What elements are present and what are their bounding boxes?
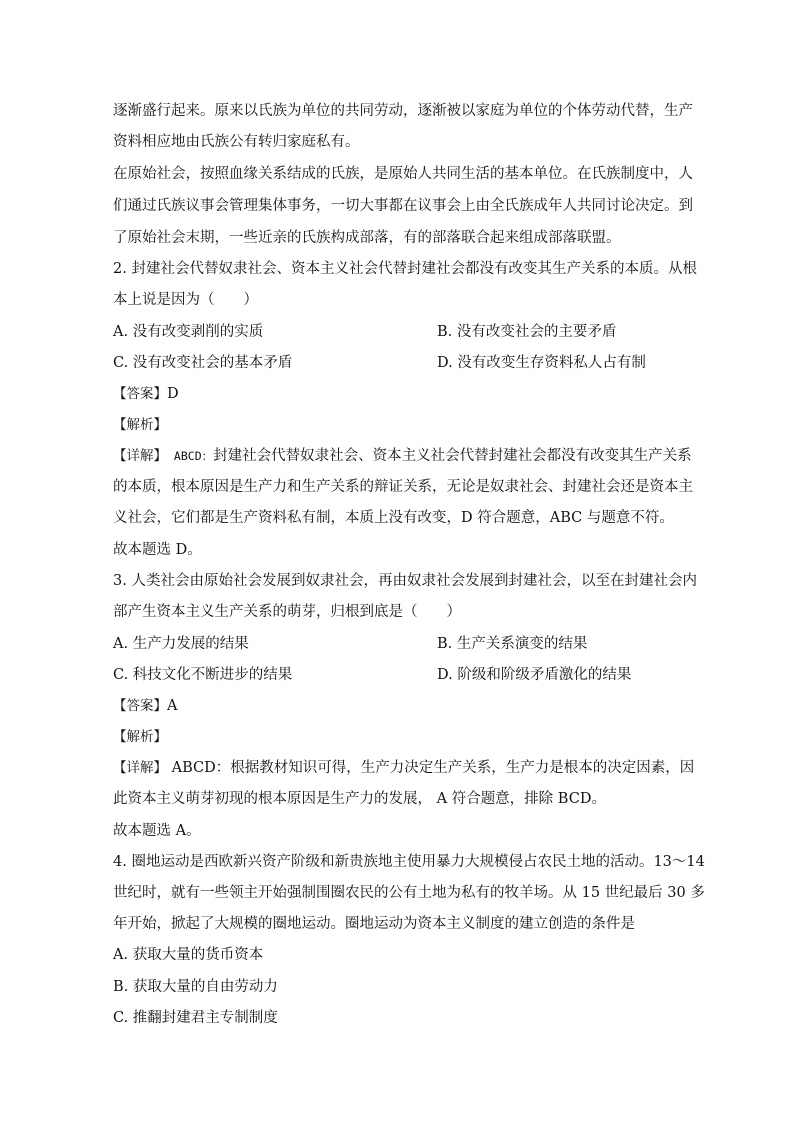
q3-analysis-tag xyxy=(113,727,167,747)
q3-answer xyxy=(113,696,177,716)
q4-stem-line-2: 世纪时，就有一些领主开始强制围圈农民的公有土地为私有的牧羊场。从 15 世纪最后 30 多 xyxy=(113,885,705,901)
q3-detail-line-2: 此资本主义萌芽初现的根本原因是生产力的发展， A 符合题意，排除 BCD。 xyxy=(113,791,606,807)
q4-stem-line-1: 4. 圈地运动是西欧新兴资产阶级和新贵族地主使用暴力大规模侵占农民土地的活动。13～14 xyxy=(113,854,705,870)
q2-detail-line-1 xyxy=(113,446,692,466)
detail-text: 封建社会代替奴隶社会、资本主义社会代替封建社会都没有改变其生产关系 xyxy=(213,448,692,464)
q4-option-b: B. 获取大量的自由劳动力 xyxy=(113,979,278,995)
q3-option-c: C. 科技文化不断进步的结果 xyxy=(113,667,293,683)
intro-line-2: 资料相应地由氏族公有转归家庭私有。 xyxy=(113,134,360,150)
answer-tag: 【答案】 xyxy=(113,386,167,402)
q2-option-d: D. 没有改变生存资料私人占有制 xyxy=(437,355,646,371)
answer-value: A xyxy=(167,698,178,714)
answer-value: D xyxy=(167,386,179,402)
q2-stem-line-2: 本上说是因为（ ） xyxy=(113,292,258,308)
q3-stem-line-1: 3. 人类社会由原始社会发展到奴隶社会，再由奴隶社会发展到封建社会，以至在封建社会内 xyxy=(113,573,697,589)
intro-line-1: 逐渐盛行起来。原来以氏族为单位的共同劳动，逐渐被以家庭为单位的个体劳动代替，生产 xyxy=(113,103,693,119)
analysis-tag: 【解析】 xyxy=(113,729,167,745)
q2-detail-line-3: 义社会，它们都是生产资料私有制，本质上没有改变，D 符合题意，ABC 与题意不符。 xyxy=(113,510,674,526)
detail-tag: 【详解】 xyxy=(113,760,167,776)
q2-option-a: A. 没有改变剥削的实质 xyxy=(113,324,264,340)
q2-detail-line-2: 的本质，根本原因是生产力和生产关系的辩证关系，无论是奴隶社会、封建社会还是资本主 xyxy=(113,479,693,495)
q4-option-c: C. 推翻封建君主专制制度 xyxy=(113,1010,278,1026)
q3-option-a: A. 生产力发展的结果 xyxy=(113,636,249,652)
detail-tag: 【详解】 xyxy=(113,448,167,464)
intro-line-5: 了原始社会末期，一些近亲的氏族构成部落，有的部落联合起来组成部落联盟。 xyxy=(113,230,621,246)
q2-option-b: B. 没有改变社会的主要矛盾 xyxy=(437,324,617,340)
detail-code: ABCD： xyxy=(167,449,214,463)
q2-option-c: C. 没有改变社会的基本矛盾 xyxy=(113,355,293,371)
intro-line-3: 在原始社会，按照血缘关系结成的氏族，是原始人共同生活的基本单位。在氏族制度中，人 xyxy=(113,166,693,182)
intro-line-4: 们通过氏族议事会管理集体事务，一切大事都在议事会上由全氏族成年人共同讨论决定。到 xyxy=(113,198,693,214)
analysis-tag: 【解析】 xyxy=(113,417,167,433)
q2-answer xyxy=(113,384,179,404)
q4-option-a: A. 获取大量的货币资本 xyxy=(113,947,264,963)
q2-analysis-tag xyxy=(113,415,167,435)
answer-tag: 【答案】 xyxy=(113,698,167,714)
q3-option-d: D. 阶级和阶级矛盾激化的结果 xyxy=(437,667,632,683)
q3-option-b: B. 生产关系演变的结果 xyxy=(437,636,588,652)
detail-text: ABCD：根据教材知识可得，生产力决定生产关系，生产力是根本的决定因素，因 xyxy=(167,760,695,776)
q3-detail-line-1 xyxy=(113,758,694,778)
q2-conclusion: 故本题选 D。 xyxy=(113,542,202,558)
q2-stem-line-1: 2. 封建社会代替奴隶社会、资本主义社会代替封建社会都没有改变其生产关系的本质。从根 xyxy=(113,261,697,277)
q4-stem-line-3: 年开始，掀起了大规模的圈地运动。圈地运动为资本主义制度的建立创造的条件是 xyxy=(113,916,635,932)
q3-stem-line-2: 部产生资本主义生产关系的萌芽，归根到底是（ ） xyxy=(113,604,461,620)
q3-conclusion: 故本题选 A。 xyxy=(113,823,201,839)
